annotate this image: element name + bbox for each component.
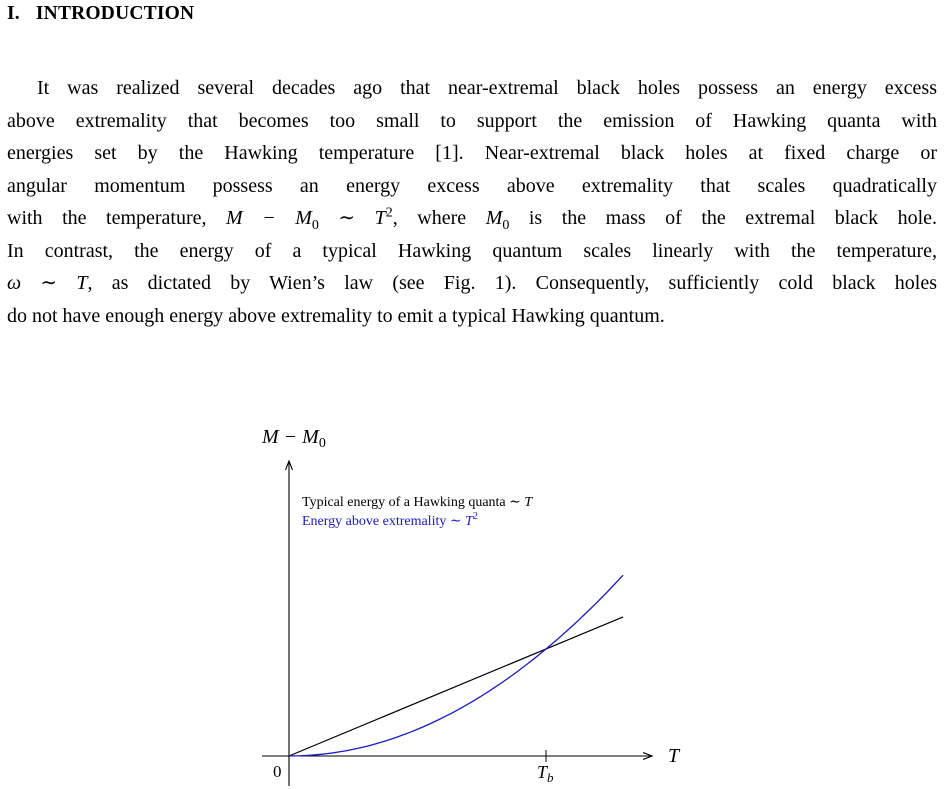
math-m0-sub: 0 bbox=[502, 218, 510, 233]
paragraph-line-8: do not have enough energy above extremality to emit a typical Hawking quantum. bbox=[7, 304, 665, 327]
math-sim-t: ∼ T bbox=[338, 207, 386, 229]
series-linear-line bbox=[289, 617, 623, 756]
section-number: I. bbox=[7, 3, 20, 24]
line5-text-a: with the temperature, bbox=[7, 207, 207, 229]
line7-text: , as dictated by Wien’s law (see Fig. 1). Consequently, sufficiently cold black holes bbox=[87, 272, 937, 294]
paragraph-line-6: In contrast, the energy of a typical Hawking quantum scales linearly with the temperature, bbox=[7, 239, 937, 262]
paragraph-line-4: angular momentum possess an energy excess above extremality that scales quadratically bbox=[7, 174, 937, 197]
series-quadratic-curve bbox=[289, 575, 623, 756]
x-axis-label: T bbox=[668, 745, 680, 767]
paragraph-line-3: energies set by the Hawking temperature [1]. Near-extremal black holes at fixed charge or bbox=[7, 142, 937, 164]
y-axis-label: $M - M_0$ bbox=[262, 426, 326, 451]
legend-entry-quadratic: Energy above extremality ∼ $T^2$ bbox=[302, 511, 478, 529]
paragraph-line-2: above extremality that becomes too small to support the emission of Hawking quanta with bbox=[7, 109, 937, 132]
paragraph-line-7 bbox=[7, 267, 937, 300]
line5-text-b: , where bbox=[392, 207, 467, 229]
origin-label: 0 bbox=[273, 762, 282, 781]
line5-text-c: is the mass of the extremal black hole. bbox=[528, 207, 938, 229]
intro-paragraph bbox=[7, 72, 937, 332]
math-mass-diff: M − M bbox=[226, 207, 312, 229]
section-title: INTRODUCTION bbox=[35, 3, 195, 24]
paragraph-line-5 bbox=[7, 202, 937, 235]
math-m0: M bbox=[485, 207, 503, 229]
math-sub-0: 0 bbox=[311, 218, 319, 233]
x-tick-label: $T_b$ bbox=[537, 762, 554, 785]
math-sup-2: 2 bbox=[385, 205, 393, 221]
paragraph-line-1: It was realized several decades ago that near-extremal black holes possess an energy excess bbox=[37, 77, 937, 99]
legend-entry-linear: Typical energy of a Hawking quanta ∼ T bbox=[302, 495, 533, 510]
section-heading bbox=[7, 3, 194, 25]
math-omega-sim-t: ω ∼ T bbox=[7, 272, 88, 294]
